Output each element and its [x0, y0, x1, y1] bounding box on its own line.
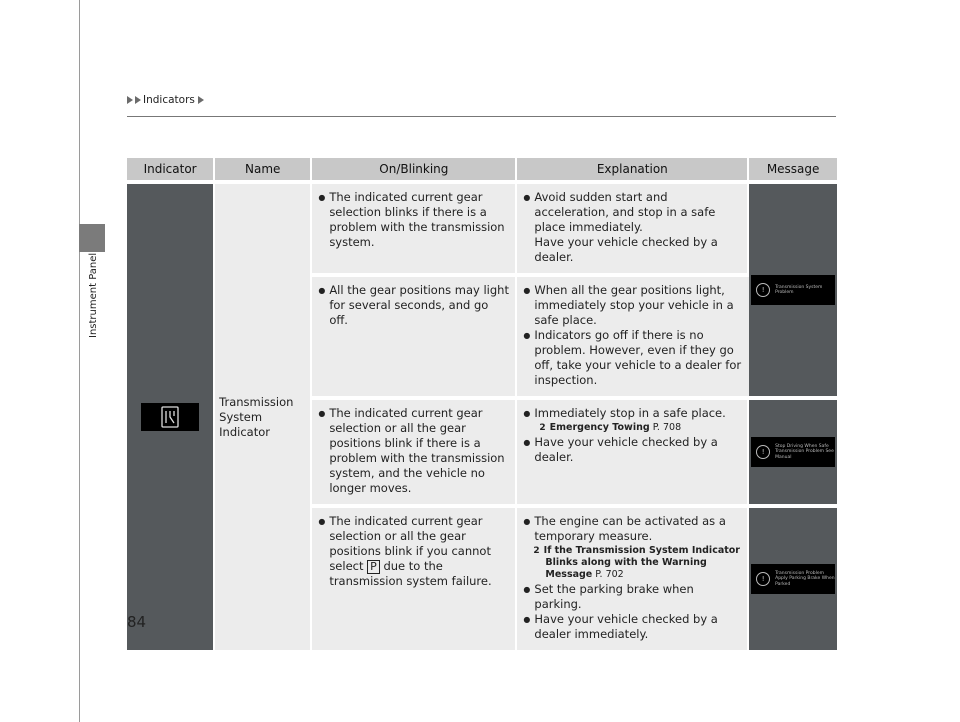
on-blinking-cell — [312, 504, 517, 650]
table-row — [127, 180, 837, 273]
col-header-explanation: Explanation — [517, 158, 749, 180]
message-display — [751, 275, 835, 305]
message-display — [751, 564, 835, 594]
col-header-message: Message — [749, 158, 837, 180]
explanation-text: ● Avoid sudden start and acceleration, and stop in a safe place immediately. — [523, 190, 741, 235]
indicator-cell — [127, 180, 215, 650]
explanation-text: ● Indicators go off if there is no problem. However, even if they go off, take your vehicle to a dealer for inspection. — [523, 328, 743, 388]
explanation-text: ● The engine can be activated as a temporary measure. — [523, 514, 741, 544]
explanation-text: ● When all the gear positions light, immediately stop your vehicle in a safe place. — [523, 283, 743, 328]
on-blinking-cell — [312, 396, 517, 504]
section-tab — [79, 224, 105, 252]
explanation-cell — [517, 396, 749, 504]
header-rule — [127, 116, 836, 117]
explanation-cell — [517, 180, 749, 273]
breadcrumb-arrow-icon — [135, 96, 141, 104]
on-blinking-text — [318, 514, 509, 589]
on-blinking-text-part: The indicated current gear selection or all the gear positions blink if you cannot select — [329, 514, 491, 573]
message-cell — [749, 396, 837, 504]
explanation-text: ● Immediately stop in a safe place. — [523, 406, 741, 421]
explanation-cell — [517, 273, 749, 396]
cross-reference[interactable] — [523, 422, 741, 434]
warning-icon: ! — [756, 445, 770, 459]
message-display — [751, 437, 835, 467]
message-cell — [749, 504, 837, 650]
on-blinking-text: ● The indicated current gear selection or all the gear positions blink if there is a problem with the transmission system, and the vehicle no longer moves. — [318, 406, 509, 496]
on-blinking-text: ● All the gear positions may light for several seconds, and go off. — [318, 283, 509, 328]
col-header-on-blinking: On/Blinking — [312, 158, 517, 180]
cross-reference[interactable] — [523, 545, 741, 581]
message-text: Transmission System Problem — [775, 284, 823, 295]
park-gear-symbol: P — [367, 560, 380, 574]
on-blinking-text: ● The indicated current gear selection blinks if there is a problem with the transmission system. — [318, 190, 509, 250]
indicator-table — [127, 158, 837, 650]
breadcrumb-label: Indicators — [143, 94, 195, 106]
reference-title: Emergency Towing — [549, 422, 650, 433]
breadcrumb-arrow-icon — [198, 96, 204, 104]
sidebar-line — [79, 0, 80, 722]
explanation-text: ● Have your vehicle checked by a dealer. — [523, 435, 741, 465]
message-text: Stop Driving When Safe Transmission Problem See Manual — [775, 443, 834, 460]
warning-icon: ! — [756, 572, 770, 586]
transmission-system-indicator-icon — [141, 403, 199, 431]
reference-page: P. 708 — [652, 422, 682, 433]
explanation-text: ● Set the parking brake when parking. — [523, 582, 741, 612]
explanation-text: ● Have your vehicle checked by a dealer immediately. — [523, 612, 741, 642]
sidebar-section-label: Instrument Panel — [88, 252, 99, 338]
message-text: Transmission Problem Apply Parking Brake When Parked — [775, 570, 835, 587]
breadcrumb — [127, 94, 206, 106]
explanation-text: Have your vehicle checked by a dealer. — [534, 235, 718, 264]
on-blinking-text-part: due to the transmission system failure. — [329, 559, 492, 588]
explanation-cell — [517, 504, 749, 650]
message-cell — [749, 180, 837, 396]
name-cell — [215, 180, 312, 650]
page-number: 84 — [127, 613, 147, 631]
col-header-indicator: Indicator — [127, 158, 215, 180]
on-blinking-cell — [312, 273, 517, 396]
reference-title: If the Transmission System Indicator Blinks along with the Warning Message — [543, 545, 740, 580]
on-blinking-cell — [312, 180, 517, 273]
indicator-name: Transmission System Indicator — [219, 394, 294, 439]
reference-page: P. 702 — [595, 569, 624, 580]
breadcrumb-arrow-icon — [127, 96, 133, 104]
reference-arrow-icon: 2 — [539, 423, 546, 433]
col-header-name: Name — [215, 158, 312, 180]
warning-icon: ! — [756, 283, 770, 297]
